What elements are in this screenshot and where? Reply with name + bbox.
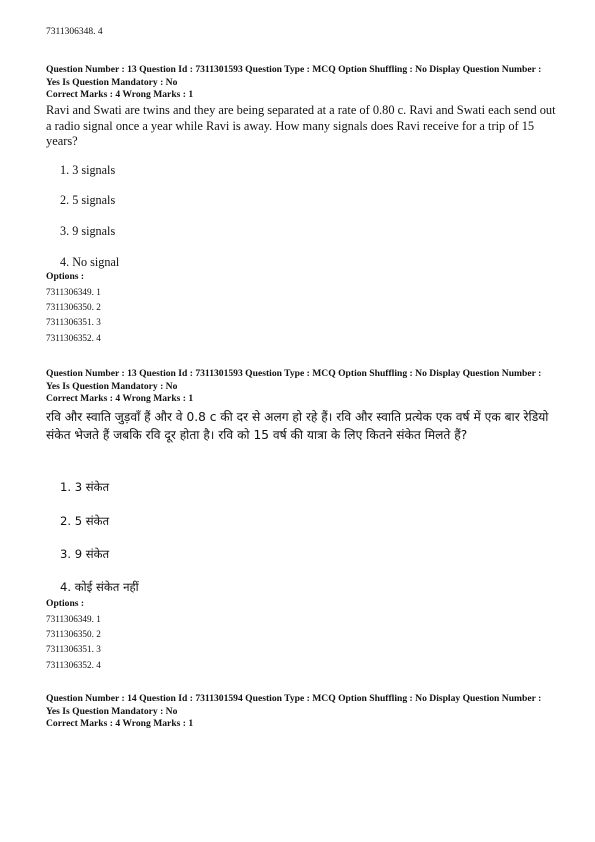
option-code: 7311306351. 3 bbox=[46, 644, 101, 655]
choice-1: 1. 3 संकेत bbox=[60, 480, 110, 494]
choice-4: 4. कोई संकेत नहीं bbox=[60, 580, 139, 594]
question-meta: Question Number : 14 Question Id : 7311301594 Question Type : MCQ Option Shuffling : No Display Question Number : Yes Is Question Mandatory : No bbox=[46, 693, 542, 717]
option-code: 7311306352. 4 bbox=[46, 332, 101, 343]
question-meta: Question Number : 13 Question Id : 7311301593 Question Type : MCQ Option Shuffling : No Display Question Number : Yes Is Question Mandatory : No bbox=[46, 64, 542, 88]
question-text: रवि और स्वाति जुड़वाँ हैं और वे 0.8 c की दर से अलग हो रहे हैं। रवि और स्वाति प्रत्येक एक वर्ष में एक बार रेडियो संकेत भेजते हैं जबकि रवि दूर होता है। रवि को 15 वर्ष की यात्रा के लिए कितने संकेत मिलते हैं? bbox=[46, 409, 549, 442]
choice-3: 3. 9 संकेत bbox=[60, 547, 110, 561]
option-code: 7311306350. 2 bbox=[46, 629, 101, 640]
question-marks: Correct Marks : 4 Wrong Marks : 1 bbox=[46, 393, 194, 405]
question-13-hindi bbox=[46, 368, 556, 444]
option-code: 7311306350. 2 bbox=[46, 302, 101, 313]
choice-2: 2. 5 संकेत bbox=[60, 514, 110, 528]
choice-3: 3. 9 signals bbox=[60, 224, 116, 238]
previous-option-code: 7311306348. 4 bbox=[46, 27, 103, 37]
choice-1: 1. 3 signals bbox=[60, 163, 116, 177]
question-14 bbox=[46, 693, 556, 731]
question-13-english bbox=[46, 64, 556, 150]
option-code: 7311306349. 1 bbox=[46, 614, 101, 624]
option-code: 7311306352. 4 bbox=[46, 659, 101, 670]
question-marks: Correct Marks : 4 Wrong Marks : 1 bbox=[46, 718, 194, 730]
option-code: 7311306349. 1 bbox=[46, 287, 101, 297]
options-label: Options : bbox=[46, 271, 85, 282]
choice-2: 2. 5 signals bbox=[60, 193, 116, 207]
question-text: Ravi and Swati are twins and they are being separated at a rate of 0.80 c. Ravi and Swati each send out a radio signal once a year while Ravi is away. How many signals does Ravi receive for a trip of 15 years? bbox=[46, 102, 556, 149]
option-codes bbox=[46, 612, 556, 673]
option-codes bbox=[46, 285, 556, 346]
choice-4: 4. No signal bbox=[60, 255, 120, 269]
option-code: 7311306351. 3 bbox=[46, 317, 101, 328]
question-marks: Correct Marks : 4 Wrong Marks : 1 bbox=[46, 89, 194, 101]
options-label: Options : bbox=[46, 598, 85, 609]
question-meta: Question Number : 13 Question Id : 7311301593 Question Type : MCQ Option Shuffling : No Display Question Number : Yes Is Question Mandatory : No bbox=[46, 368, 542, 392]
